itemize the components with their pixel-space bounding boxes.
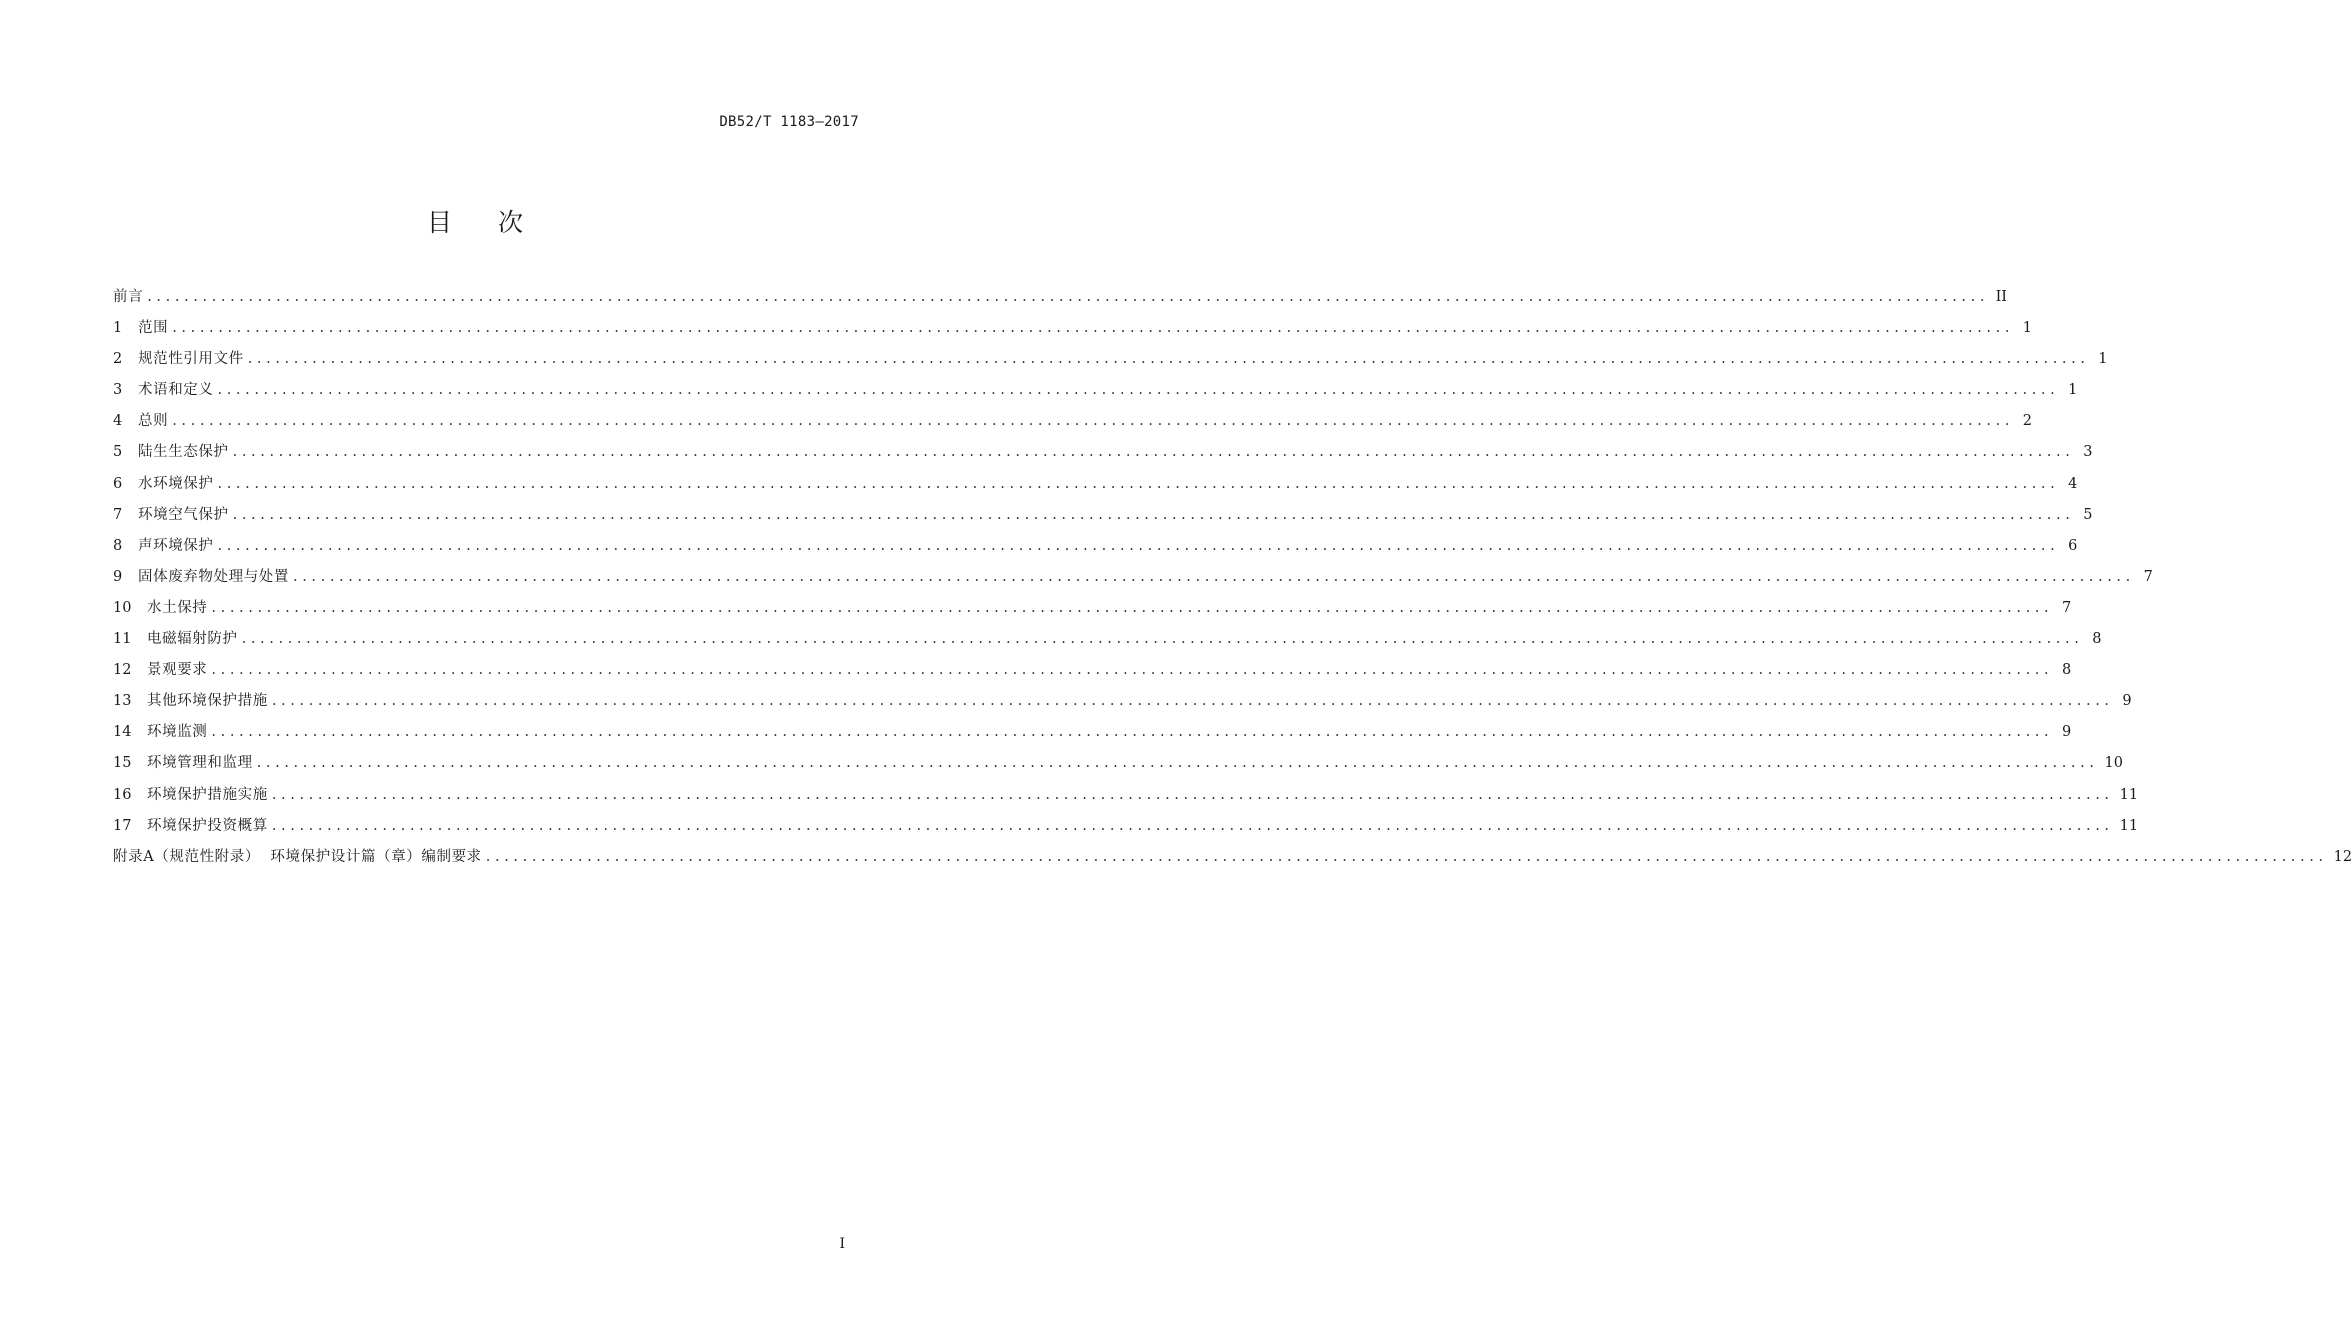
toc-dot-leader: ........................................................................................................................................................................................................ — [211, 724, 2054, 741]
toc-entry-title: 电磁辐射防护 — [147, 631, 238, 648]
toc-dot-leader: ........................................................................................................................................................................................................ — [271, 693, 2114, 710]
toc-entry-environmental-monitoring[interactable] — [113, 720, 2072, 751]
toc-entry-number: 6 — [113, 475, 123, 492]
toc-entry-management-supervision[interactable] — [113, 751, 2123, 782]
toc-entry-page: 9 — [2122, 693, 2132, 710]
toc-dot-leader: ........................................................................................................................................................................................................ — [271, 786, 2114, 803]
toc-entry-number: 5 — [113, 444, 123, 461]
toc-entry-title: 环境管理和监理 — [147, 755, 253, 772]
toc-entry-page: 8 — [2062, 662, 2072, 679]
toc-dot-leader: ........................................................................................................................................................................................................ — [211, 662, 2054, 679]
toc-dot-leader: ........................................................................................................................................................................................................ — [485, 848, 2328, 865]
toc-entry-title: 水土保持 — [147, 599, 208, 616]
toc-entry-page: 9 — [2062, 724, 2072, 741]
toc-dot-leader: ........................................................................................................................................................................................................ — [241, 631, 2084, 648]
toc-entry-appendix-a[interactable] — [113, 845, 2352, 876]
toc-entry-page: 11 — [2119, 786, 2139, 803]
toc-entry-page: 2 — [2022, 413, 2033, 430]
page-number: I — [839, 1236, 845, 1252]
toc-dot-leader: ........................................................................................................................................................................................................ — [232, 444, 2075, 461]
toc-dot-leader: ........................................................................................................................................................................................................ — [172, 413, 2015, 430]
toc-entry-investment-estimate[interactable] — [113, 814, 2139, 845]
toc-entry-title: 水环境保护 — [138, 475, 214, 492]
toc-entry-foreword[interactable] — [113, 285, 2008, 316]
toc-entry-number: 14 — [113, 724, 132, 741]
toc-entry-number: 15 — [113, 755, 132, 772]
toc-entry-number: 12 — [113, 662, 132, 679]
toc-entry-other-measures[interactable] — [113, 689, 2132, 720]
toc-entry-number: 11 — [113, 631, 132, 648]
toc-entry-terrestrial-ecology[interactable] — [113, 440, 2093, 471]
toc-dot-leader: ........................................................................................................................................................................................................ — [271, 817, 2114, 834]
toc-entry-title: 前言 — [113, 289, 144, 305]
toc-entry-page: 5 — [2083, 506, 2093, 523]
toc-entry-title: 环境保护投资概算 — [147, 817, 268, 834]
toc-entry-title: 规范性引用文件 — [138, 351, 244, 368]
table-of-contents — [113, 285, 2352, 876]
toc-entry-page: II — [1995, 289, 2008, 305]
toc-entry-title: 环境保护措施实施 — [147, 786, 268, 803]
toc-entry-page: 1 — [2068, 382, 2078, 399]
toc-dot-leader: ........................................................................................................................................................................................................ — [293, 568, 2135, 585]
toc-entry-terms-definitions[interactable] — [113, 378, 2078, 409]
toc-entry-measures-implementation[interactable] — [113, 783, 2139, 814]
toc-entry-page: 3 — [2083, 444, 2093, 461]
toc-entry-title: 附录A（规范性附录） 环境保护设计篇（章）编制要求 — [113, 848, 482, 865]
toc-entry-page: 4 — [2068, 475, 2078, 492]
toc-entry-number: 2 — [113, 351, 123, 368]
toc-entry-landscape[interactable] — [113, 658, 2072, 689]
toc-entry-normative-references[interactable] — [113, 347, 2108, 378]
toc-entry-number: 16 — [113, 786, 132, 803]
toc-entry-water-environment[interactable] — [113, 472, 2078, 503]
toc-entry-title: 总则 — [138, 413, 169, 430]
toc-entry-number: 13 — [113, 693, 132, 710]
toc-entry-title: 环境空气保护 — [138, 506, 229, 523]
page-title: 目次 — [426, 208, 569, 237]
toc-dot-leader: ........................................................................................................................................................................................................ — [211, 599, 2054, 616]
toc-entry-title: 固体废弃物处理与处置 — [138, 568, 289, 585]
toc-entry-number: 8 — [113, 537, 123, 554]
toc-dot-leader: ........................................................................................................................................................................................................ — [217, 475, 2060, 492]
toc-dot-leader: ........................................................................................................................................................................................................ — [247, 351, 2090, 368]
toc-entry-page: 1 — [2022, 320, 2033, 337]
toc-entry-page: 7 — [2143, 568, 2153, 585]
toc-entry-title: 其他环境保护措施 — [147, 693, 268, 710]
toc-entry-page: 8 — [2092, 631, 2102, 648]
toc-entry-soil-water-conservation[interactable] — [113, 596, 2072, 627]
toc-dot-leader: ........................................................................................................................................................................................................ — [256, 755, 2099, 772]
toc-dot-leader: ........................................................................................................................................................................................................ — [217, 382, 2060, 399]
document-id: DB52/T 1183—2017 — [719, 114, 859, 130]
toc-entry-title: 声环境保护 — [138, 537, 214, 554]
toc-entry-page: 12 — [2333, 848, 2352, 865]
toc-dot-leader: ........................................................................................................................................................................................................ — [147, 289, 1990, 305]
toc-entry-title: 术语和定义 — [138, 382, 214, 399]
toc-dot-leader: ........................................................................................................................................................................................................ — [232, 506, 2075, 523]
toc-entry-number: 9 — [113, 568, 123, 585]
toc-entry-title: 景观要求 — [147, 662, 208, 679]
toc-entry-general[interactable] — [113, 409, 2033, 440]
toc-entry-air-quality[interactable] — [113, 503, 2093, 534]
toc-entry-title: 陆生生态保护 — [138, 444, 229, 461]
toc-entry-number: 17 — [113, 817, 132, 834]
toc-dot-leader: ........................................................................................................................................................................................................ — [217, 537, 2060, 554]
toc-entry-electromagnetic-radiation[interactable] — [113, 627, 2102, 658]
toc-entry-number: 4 — [113, 413, 123, 430]
toc-entry-scope[interactable] — [113, 316, 2033, 347]
toc-entry-title: 环境监测 — [147, 724, 208, 741]
toc-entry-page: 10 — [2104, 755, 2123, 772]
toc-entry-solid-waste[interactable] — [113, 565, 2153, 596]
toc-dot-leader: ........................................................................................................................................................................................................ — [172, 320, 2015, 337]
toc-entry-acoustic-environment[interactable] — [113, 534, 2078, 565]
toc-entry-page: 7 — [2062, 599, 2072, 616]
toc-entry-page: 1 — [2098, 351, 2108, 368]
toc-entry-number: 1 — [113, 320, 123, 337]
toc-entry-number: 3 — [113, 382, 123, 399]
toc-entry-number: 7 — [113, 506, 123, 523]
toc-entry-page: 11 — [2119, 817, 2139, 834]
toc-entry-number: 10 — [113, 599, 132, 616]
toc-entry-page: 6 — [2068, 537, 2078, 554]
toc-entry-title: 范围 — [138, 320, 169, 337]
